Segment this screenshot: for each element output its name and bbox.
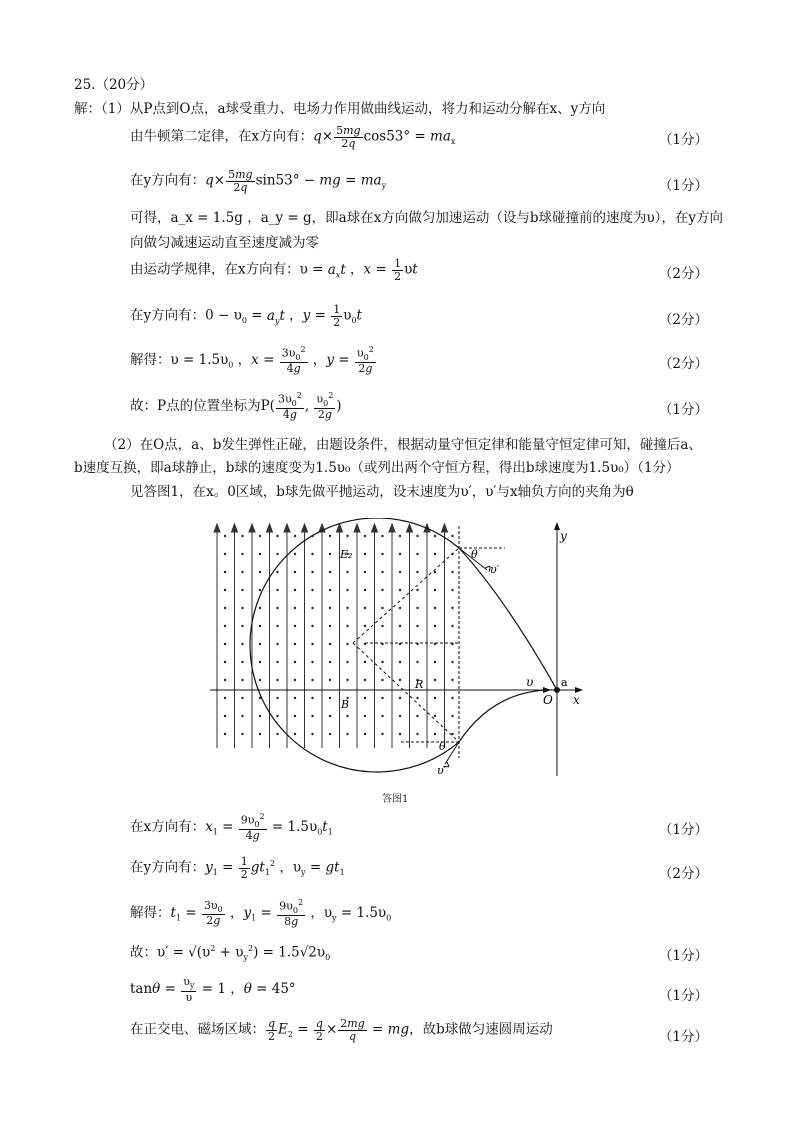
- field-dot: [311, 553, 313, 555]
- field-dot: [416, 697, 418, 699]
- field-dot: [311, 661, 313, 663]
- field-dot: [224, 643, 226, 645]
- radius-upper: [353, 548, 459, 643]
- field-dot: [346, 571, 348, 573]
- field-dot: [381, 625, 383, 627]
- field-dot: [399, 625, 401, 627]
- field-dot: [329, 625, 331, 627]
- kinematics-y-eq: 在y方向有：$0 - \upsilon_0 = a_yt$ ，y = $\frac{1}{2}$ $\upsilon_0t$: [130, 303, 362, 329]
- field-dot: [311, 679, 313, 681]
- field-dot: [329, 697, 331, 699]
- field-arrowhead: [337, 524, 343, 532]
- origin-label: O: [543, 693, 553, 707]
- part3-velocity-eq: 故：$\upsilon' = √(\upsilon^2 + \upsilon_y^2) = 1.5√2\upsilon_0$: [130, 944, 331, 963]
- field-dot: [311, 733, 313, 735]
- field-dot: [329, 571, 331, 573]
- question-number: 25.（20分）: [74, 77, 154, 93]
- field-dot: [329, 661, 331, 663]
- field-dot: [434, 679, 436, 681]
- field-dot: [434, 661, 436, 663]
- ball-a-label: a: [561, 676, 568, 689]
- field-dot: [224, 733, 226, 735]
- field-dot: [381, 571, 383, 573]
- field-dot: [399, 679, 401, 681]
- solve-eq: 解得：$\upsilon = 1.5\upsilon_0$ ，x = $\frac{3\upsilon_0^2}{4g}$ ，y = $\frac{\upsilon_0^2}{2g}$: [130, 345, 374, 376]
- electric-field-lines: [214, 524, 448, 748]
- field-dot: [381, 661, 383, 663]
- part3-solve-eq: 解得：$t_1$ = $\frac{3\upsilon_0}{2g}$ ，$y_1$ = $\frac{9\upsilon_0^2}{8g}$ ，$\upsilon_y = 1.5\upsilon_0$: [130, 898, 392, 929]
- field-dot: [294, 679, 296, 681]
- field-dot: [224, 571, 226, 573]
- field-dot: [364, 535, 366, 537]
- field-arrowhead: [302, 524, 308, 532]
- field-dot: [241, 679, 243, 681]
- field-dot: [259, 679, 261, 681]
- field-dot: [434, 697, 436, 699]
- field-dot: [451, 607, 453, 609]
- field-dot: [364, 715, 366, 717]
- field-dot: [224, 553, 226, 555]
- field-arrowhead: [442, 524, 448, 532]
- ball-a: [554, 687, 560, 693]
- field-dot: [259, 571, 261, 573]
- field-dot: [451, 535, 453, 537]
- field-dot: [346, 643, 348, 645]
- field-dot: [311, 571, 313, 573]
- field-dot: [329, 643, 331, 645]
- field-dot: [416, 589, 418, 591]
- field-dot: [241, 661, 243, 663]
- field-dot: [276, 661, 278, 663]
- field-dot: [241, 589, 243, 591]
- field-dot: [329, 535, 331, 537]
- field-arrowhead: [214, 524, 220, 532]
- field-arrowhead: [389, 524, 395, 532]
- field-dot: [364, 553, 366, 555]
- field-dot: [381, 607, 383, 609]
- field-dot: [276, 607, 278, 609]
- field-dot: [276, 679, 278, 681]
- field-dot: [259, 535, 261, 537]
- field-dot: [329, 553, 331, 555]
- newton-x-eq: 由牛顿第二定律，在x方向有：q× $\frac{5mg}{2q}$ $\cos 53^\circ = ma_x$: [130, 124, 456, 150]
- field-dot: [224, 715, 226, 717]
- field-dot: [364, 697, 366, 699]
- field-dot: [381, 733, 383, 735]
- p-coordinate: 故：P点的位置坐标为P( $\frac{3\upsilon_0^2}{4g}$ , $\frac{\upsilon_0^2}{2g}$ ): [130, 391, 342, 422]
- field-dot: [329, 607, 331, 609]
- field-dot: [416, 715, 418, 717]
- field-dot: [416, 571, 418, 573]
- part3-field-eq: 在正交电、磁场区域： $\frac{q}{2}$ $E_2$ = $\frac{q}{2}$ × $\frac{2mg}{q}$ = mg，故b球做匀速圆周运动: [130, 1017, 553, 1043]
- part2-line-b: b速度互换，即a球静止，b球的速度变为1.5υ₀（或列出两个守恒方程，得出b球速度为1.5υ₀）（1分）: [74, 460, 680, 476]
- field-dot: [399, 715, 401, 717]
- field-dot: [381, 589, 383, 591]
- velocity-label: υ: [526, 675, 534, 689]
- field-dot: [346, 589, 348, 591]
- field-dot: [259, 715, 261, 717]
- field-dot: [416, 733, 418, 735]
- velocity-bottom-label: υ′: [437, 764, 447, 777]
- field-dot: [259, 625, 261, 627]
- field-dot: [416, 607, 418, 609]
- result-line-b: 向做匀减速运动直至速度减为零: [130, 235, 319, 251]
- field-dot: [276, 535, 278, 537]
- field-dot: [224, 661, 226, 663]
- field-dot: [346, 679, 348, 681]
- score: （2分）: [658, 356, 708, 372]
- field-arrowhead: [407, 524, 413, 532]
- field-dot: [399, 661, 401, 663]
- field-dot: [364, 589, 366, 591]
- score: （1分）: [658, 132, 708, 148]
- field-dot: [346, 625, 348, 627]
- field-dot: [346, 715, 348, 717]
- field-arrowhead: [284, 524, 290, 532]
- field-arrowhead: [267, 524, 273, 532]
- field-dot: [294, 643, 296, 645]
- radius-lower: [353, 643, 459, 742]
- field-dot: [416, 625, 418, 627]
- field-dot: [259, 643, 261, 645]
- field-dot: [241, 607, 243, 609]
- field-dot: [399, 553, 401, 555]
- field-dot: [224, 535, 226, 537]
- field-dot: [329, 589, 331, 591]
- field-dot: [434, 589, 436, 591]
- field-dot: [224, 589, 226, 591]
- field-dot: [434, 535, 436, 537]
- field-dot: [399, 571, 401, 573]
- kinematics-x-eq: 由运动学规律，在x方向有：$\upsilon = a_xt$ ，x = $\frac{1}{2}$ υt: [130, 257, 418, 283]
- field-dot: [381, 697, 383, 699]
- field-dot: [311, 715, 313, 717]
- field-dot: [451, 697, 453, 699]
- score: （1分）: [658, 178, 708, 194]
- field-dot: [364, 607, 366, 609]
- field-dot: [259, 607, 261, 609]
- field-dot: [434, 553, 436, 555]
- field-dot: [451, 715, 453, 717]
- score: （2分）: [658, 866, 708, 882]
- newton-y-eq: 在y方向有：q× $\frac{5mg}{2q}$ sin53° − mg = $ma_y$: [130, 168, 387, 194]
- theta-bottom-label: θ: [439, 740, 446, 753]
- field-dot: [276, 643, 278, 645]
- field-dot: [294, 553, 296, 555]
- field-dot: [294, 733, 296, 735]
- field-dot: [364, 661, 366, 663]
- field-dot: [451, 625, 453, 627]
- velocity-arrow-bottom: [445, 742, 459, 764]
- field-dot: [259, 733, 261, 735]
- field-dot: [399, 697, 401, 699]
- field-dot: [346, 733, 348, 735]
- field-dot: [259, 661, 261, 663]
- result-line-a: 可得，a_x = 1.5g ，a_y = g，即a球在x方向做匀加速运动（设与b球碰撞前的速度为υ），在y方向: [130, 210, 724, 226]
- field-dot: [364, 571, 366, 573]
- field-dot: [346, 535, 348, 537]
- field-dot: [276, 697, 278, 699]
- field-dot: [241, 697, 243, 699]
- field-dot: [276, 625, 278, 627]
- field-dot: [364, 679, 366, 681]
- field-dot: [416, 661, 418, 663]
- field-dot: [311, 607, 313, 609]
- field-dot: [381, 715, 383, 717]
- field-dot: [241, 733, 243, 735]
- field-dot: [294, 589, 296, 591]
- field-dot: [346, 607, 348, 609]
- field-dot: [294, 571, 296, 573]
- field-dot: [381, 679, 383, 681]
- field-dot: [241, 535, 243, 537]
- theta-top-label: θ: [471, 548, 478, 561]
- part3-angle-eq: tanθ = $\frac{\upsilon_y}{\upsilon}$ = 1 ，θ = 45°: [130, 975, 296, 1004]
- field-dot: [434, 607, 436, 609]
- field-dot: [294, 625, 296, 627]
- field-dot: [434, 715, 436, 717]
- field-dot: [346, 661, 348, 663]
- field-dot: [381, 553, 383, 555]
- answer-figure-1: [205, 518, 595, 786]
- field-dot: [241, 715, 243, 717]
- field-dot: [276, 733, 278, 735]
- field-dot: [259, 553, 261, 555]
- field-dot: [241, 625, 243, 627]
- field-dot: [381, 535, 383, 537]
- score: （1分）: [658, 988, 708, 1004]
- field-dot: [434, 733, 436, 735]
- upper-trajectory: [459, 548, 557, 690]
- part3-x-eq: 在x方向有：$x_1$ = $\frac{9\upsilon_0^2}{4g}$ = $1.5\upsilon_0t_1$: [130, 812, 333, 843]
- field-dot: [399, 589, 401, 591]
- field-dot: [451, 661, 453, 663]
- field-dot: [311, 643, 313, 645]
- field-dot: [241, 571, 243, 573]
- field-arrowhead: [249, 524, 255, 532]
- field-dot: [451, 589, 453, 591]
- field-dot: [224, 607, 226, 609]
- figure-caption: 答图1: [382, 794, 409, 805]
- part2-line-c: 见答图1，在x。0区域，b球先做平抛运动，设末速度为υ′，υ′与x轴负方向的夹角为θ: [130, 484, 634, 500]
- field-dot: [451, 679, 453, 681]
- field-dot: [276, 589, 278, 591]
- field-dot: [311, 589, 313, 591]
- score: （1分）: [658, 1029, 708, 1045]
- field-dot: [329, 679, 331, 681]
- field-dot: [224, 697, 226, 699]
- field-dot: [434, 571, 436, 573]
- field-dot: [294, 607, 296, 609]
- field-dot: [416, 535, 418, 537]
- field-arrowhead: [372, 524, 378, 532]
- field-dot: [294, 535, 296, 537]
- field-dot: [276, 553, 278, 555]
- field-dot: [259, 589, 261, 591]
- score: （1分）: [658, 948, 708, 964]
- field-dot: [434, 625, 436, 627]
- field-dot: [399, 607, 401, 609]
- field-dot: [364, 733, 366, 735]
- field-dot: [311, 697, 313, 699]
- field-dot: [399, 535, 401, 537]
- score: （2分）: [658, 312, 708, 328]
- field-dot: [224, 679, 226, 681]
- score: （1分）: [658, 822, 708, 838]
- field-dot: [294, 697, 296, 699]
- field-dot: [294, 715, 296, 717]
- field-dot: [276, 715, 278, 717]
- field-b-label: B: [341, 698, 350, 711]
- score: （1分）: [658, 402, 708, 418]
- field-dot: [416, 553, 418, 555]
- field-dot: [329, 715, 331, 717]
- field-dot: [241, 553, 243, 555]
- field-dot: [241, 643, 243, 645]
- field-dot: [364, 625, 366, 627]
- field-dot: [224, 625, 226, 627]
- velocity-top-label: υ′: [490, 563, 500, 576]
- field-dot: [311, 625, 313, 627]
- field-dot: [451, 571, 453, 573]
- radius-label: R: [415, 678, 424, 691]
- part1-intro: 解：（1）从P点到O点，a球受重力、电场力作用做曲线运动，将力和运动分解在x、y方向: [74, 101, 606, 117]
- score: （2分）: [658, 266, 708, 282]
- field-arrowhead: [232, 524, 238, 532]
- field-dot: [294, 661, 296, 663]
- y-label: y: [560, 529, 567, 543]
- x-label: x: [573, 693, 580, 707]
- field-dot: [329, 733, 331, 735]
- part3-y-eq: 在y方向有：$y_1$ = $\frac{1}{2}$ $gt_1^2$ ，$\upsilon_y = gt_1$: [130, 855, 345, 881]
- field-dot: [399, 733, 401, 735]
- field-dot: [276, 571, 278, 573]
- part2-line-a: （2）在O点，a、b发生弹性正碰，由题设条件，根据动量守恒定律和能量守恒定律可知，碰撞后a、: [104, 437, 702, 453]
- field-arrowhead: [354, 524, 360, 532]
- field-e2-label: E₂: [340, 548, 353, 561]
